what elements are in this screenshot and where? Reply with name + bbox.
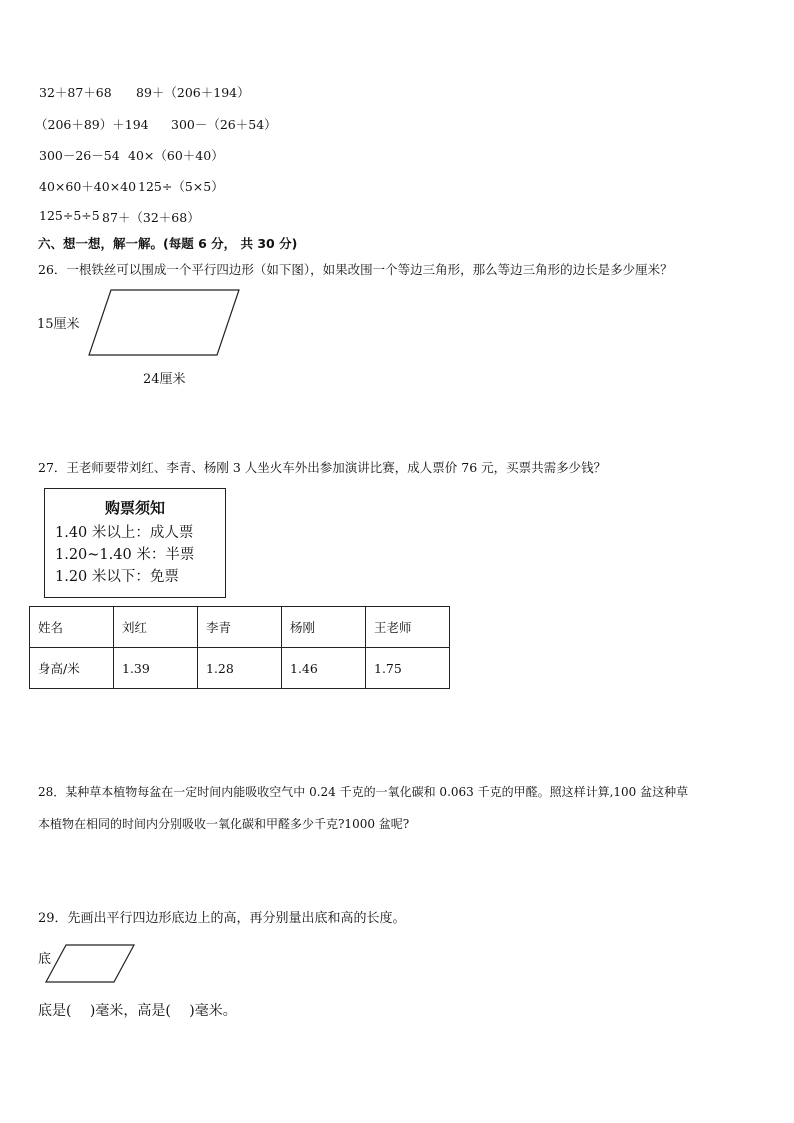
table-cell: 李青: [198, 607, 282, 648]
notice-title: 购票须知: [104, 499, 165, 517]
answer-line-29: 底是( )毫米，高是( )毫米。: [38, 1003, 237, 1019]
question-29: 29．先画出平行四边形底边上的高，再分别量出底和高的长度。: [38, 911, 406, 926]
table-cell: 刘红: [114, 607, 198, 648]
notice-line: 1.20 米以下：免票: [55, 569, 179, 585]
calc-expression: 300－（26＋54）: [171, 117, 277, 132]
side-length-label: 15厘米: [37, 317, 80, 332]
notice-line: 1.20~1.40 米：半票: [55, 547, 195, 563]
table-cell: 身高/米: [30, 648, 114, 689]
table-cell: 王老师: [366, 607, 450, 648]
calc-expression: 89＋（206＋194）: [136, 85, 250, 100]
table-cell: 姓名: [30, 607, 114, 648]
base-length-label: 24厘米: [143, 372, 186, 387]
question-26: 26．一根铁丝可以围成一个平行四边形（如下图），如果改围一个等边三角形，那么等边三角形的边长是多少厘米？: [38, 262, 673, 277]
calc-expression: 125÷（5×5）: [138, 179, 224, 194]
calc-expression: 125÷5÷5: [39, 208, 100, 223]
table-cell: 1.75: [366, 648, 450, 689]
question-28-line-1: 28．某种草本植物每盆在一定时间内能吸收空气中 0.24 千克的一氧化碳和 0.063 千克的甲醛。照这样计算,100 盆这种草: [38, 785, 689, 799]
calc-expression: 40×60＋40×40: [39, 179, 137, 194]
table-cell: 1.39: [114, 648, 198, 689]
base-label: 底: [38, 952, 52, 967]
notice-line: 1.40 米以上：成人票: [55, 525, 194, 541]
section-title: 六、想一想，解一解。(每题 6 分， 共 30 分): [38, 236, 298, 251]
calc-expression: 40×（60＋40）: [128, 148, 224, 163]
table-cell: 1.28: [198, 648, 282, 689]
question-28-line-2: 本植物在相同的时间内分别吸收一氧化碳和甲醛多少千克?1000 盆呢?: [38, 817, 410, 831]
calc-expression: 300－26－54: [39, 148, 120, 163]
calc-expression: 32＋87＋68: [39, 85, 112, 100]
calc-expression: （206＋89）＋194: [35, 117, 149, 132]
question-27: 27．王老师要带刘红、李青、杨刚 3 人坐火车外出参加演讲比赛，成人票价 76 元，买票共需多少钱？: [38, 460, 607, 475]
table-cell: 杨刚: [282, 607, 366, 648]
calc-expression: 87＋（32＋68）: [102, 210, 200, 225]
table-cell: 1.46: [282, 648, 366, 689]
